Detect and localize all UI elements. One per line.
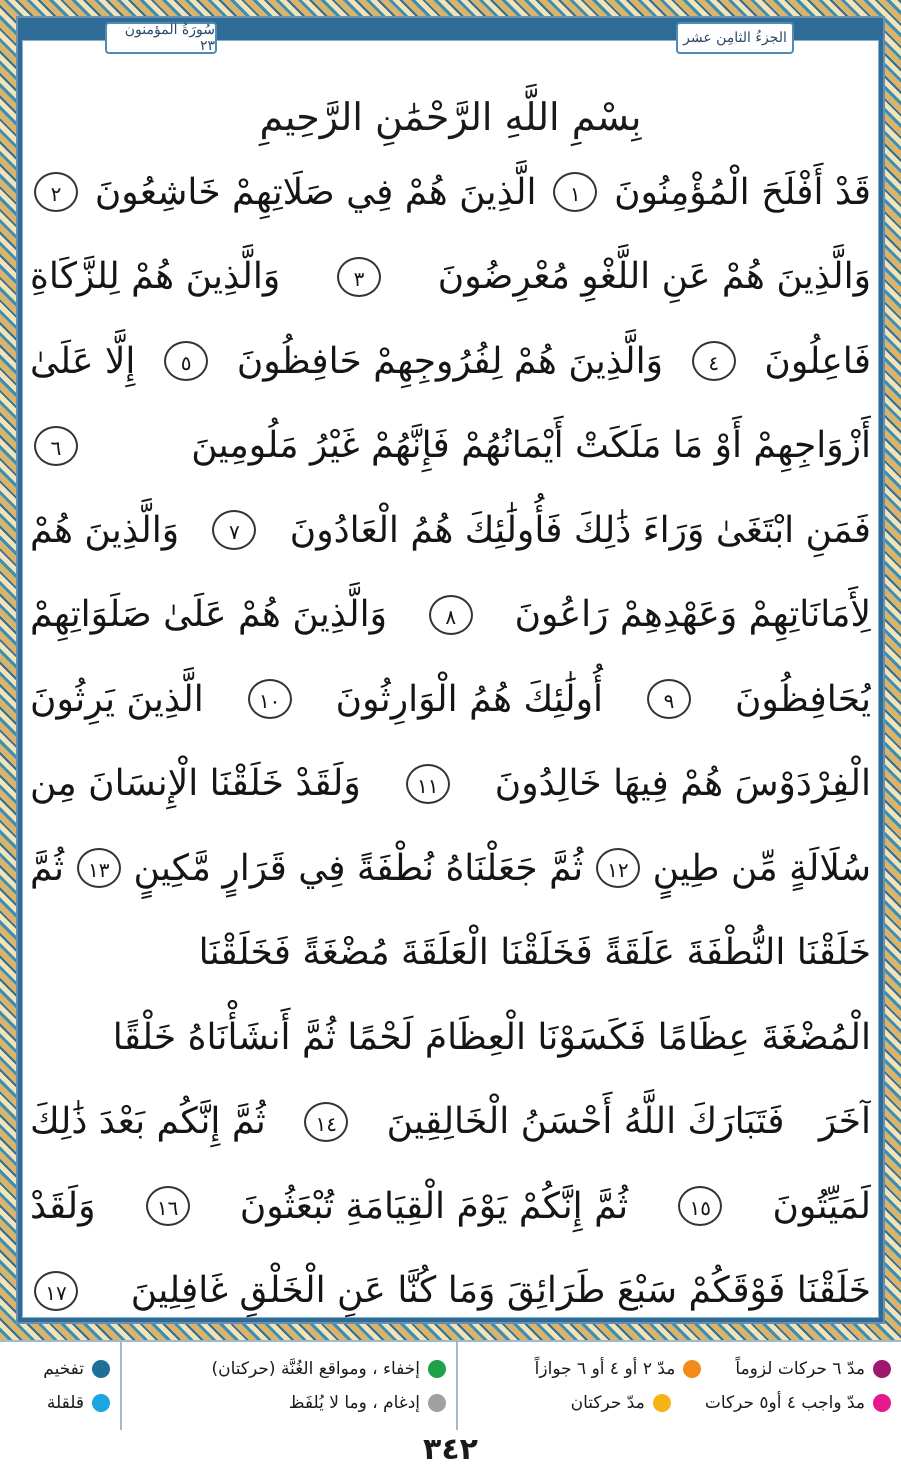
legend-dot-madd-6 <box>873 1360 891 1378</box>
surah-label: سُورَةُ المؤمنون ٢٣ <box>105 22 217 54</box>
basmala: بِسْمِ اللَّهِ الرَّحْمَٰنِ الرَّحِيمِ <box>259 95 642 139</box>
legend-dot-idgham <box>428 1394 446 1412</box>
juz-label: الجزءُ الثامِن عشر <box>676 22 794 54</box>
verse-text: فَمَنِ ابْتَغَىٰ وَرَاءَ ذَٰلِكَ فَأُولَٰئِكَ هُمُ الْعَادُونَ <box>289 509 871 551</box>
ayah-number-marker: ٧ <box>212 510 256 550</box>
ayah-number-marker: ٨ <box>429 595 473 635</box>
verse-text: خَلَقْنَا فَوْقَكُمْ سَبْعَ طَرَائِقَ وَمَا كُنَّا عَنِ الْخَلْقِ غَافِلِينَ <box>130 1270 871 1312</box>
legend-dot-madd-wajib <box>873 1394 891 1412</box>
legend-madd-column <box>456 1342 901 1430</box>
verse-line <box>30 573 871 658</box>
legend-row <box>10 1359 110 1379</box>
verse-text: لِأَمَانَاتِهِمْ وَعَهْدِهِمْ رَاعُونَ <box>514 594 871 636</box>
ayah-number-marker: ١٢ <box>596 848 640 888</box>
verse-text: يُحَافِظُونَ <box>734 678 871 720</box>
verses-block <box>30 150 871 1333</box>
ayah-number-marker: ١٣ <box>77 848 121 888</box>
legend-text: قلقلة <box>46 1393 84 1413</box>
verse-line <box>30 995 871 1080</box>
ayah-number-marker: ٢ <box>34 172 78 212</box>
legend-row <box>10 1393 110 1413</box>
ayah-number-marker: ٥ <box>164 341 208 381</box>
verse-text: ثُمَّ <box>30 847 65 889</box>
verse-text: آخَرَ <box>818 1101 871 1143</box>
legend-text: مدّ ٢ أو ٤ أو ٦ جوازاً <box>534 1359 676 1379</box>
verse-text: وَالَّذِينَ هُمْ لِلزَّكَاةِ <box>30 256 281 298</box>
verse-line <box>30 235 871 320</box>
verse-text: وَالَّذِينَ هُمْ عَنِ اللَّغْوِ مُعْرِضُونَ <box>437 256 871 298</box>
verse-text: وَالَّذِينَ هُمْ <box>30 509 180 551</box>
verse-text: وَالَّذِينَ هُمْ لِفُرُوجِهِمْ حَافِظُونَ <box>236 340 663 382</box>
verse-text: الَّذِينَ يَرِثُونَ <box>30 678 204 720</box>
verse-text: ثُمَّ إِنَّكُم بَعْدَ ذَٰلِكَ <box>30 1101 266 1143</box>
legend-row <box>468 1359 891 1379</box>
verse-line <box>30 1080 871 1165</box>
legend-text: إدغام ، وما لا يُلفَظ <box>288 1393 420 1413</box>
ayah-number-marker: ١٧ <box>34 1271 78 1311</box>
verse-line <box>30 150 871 235</box>
verse-text: أُولَٰئِكَ هُمُ الْوَارِثُونَ <box>335 678 604 720</box>
verse-text: وَلَقَدْ <box>30 1185 96 1227</box>
verse-line <box>30 1249 871 1334</box>
legend-dot-tafkhim <box>92 1360 110 1378</box>
verse-text: إِلَّا عَلَىٰ <box>30 340 136 382</box>
ayah-number-marker: ٩ <box>647 679 691 719</box>
verse-line <box>30 488 871 573</box>
legend-dot-madd-2 <box>653 1394 671 1412</box>
verse-text: فَاعِلُونَ <box>764 340 871 382</box>
verse-line <box>30 319 871 404</box>
legend-text: مدّ حركتان <box>570 1393 645 1413</box>
ayah-number-marker: ١٦ <box>146 1186 190 1226</box>
ayah-number-marker: ٤ <box>692 341 736 381</box>
verse-text: الْمُضْغَةَ عِظَامًا فَكَسَوْنَا الْعِظَامَ لَحْمًا ثُمَّ أَنشَأْنَاهُ خَلْقًا <box>112 1016 871 1058</box>
verse-text: أَزْوَاجِهِمْ أَوْ مَا مَلَكَتْ أَيْمَانُهُمْ فَإِنَّهُمْ غَيْرُ مَلُومِينَ <box>191 425 871 467</box>
legend-text: مدّ ٦ حركات لزوماً <box>735 1359 865 1379</box>
verse-line <box>30 404 871 489</box>
verse-text: لَمَيِّتُونَ <box>772 1185 871 1227</box>
legend-row <box>468 1393 891 1413</box>
ayah-number-marker: ١٤ <box>304 1102 348 1142</box>
ayah-number-marker: ١٠ <box>248 679 292 719</box>
legend-text: تفخيم <box>43 1359 84 1379</box>
legend-tafkhim-column <box>0 1342 120 1430</box>
verse-line <box>30 657 871 742</box>
verse-text: فَتَبَارَكَ اللَّهُ أَحْسَنُ الْخَالِقِينَ <box>386 1101 785 1143</box>
verse-line <box>30 911 871 996</box>
ayah-number-marker: ١١ <box>406 764 450 804</box>
legend-text: إخفاء ، ومواقع الغُنَّة (حركتان) <box>211 1359 420 1379</box>
verse-text: ثُمَّ جَعَلْنَاهُ نُطْفَةً فِي قَرَارٍ مَّكِينٍ <box>133 847 584 889</box>
ayah-number-marker: ١ <box>553 172 597 212</box>
page-number: ٣٤٢ <box>423 1432 478 1467</box>
verse-text: ثُمَّ إِنَّكُمْ يَوْمَ الْقِيَامَةِ تُبْعَثُونَ <box>239 1185 629 1227</box>
verse-text: الْفِرْدَوْسَ هُمْ فِيهَا خَالِدُونَ <box>494 763 871 805</box>
legend-row <box>132 1393 446 1413</box>
verse-line <box>30 742 871 827</box>
ayah-number-marker: ٣ <box>337 257 381 297</box>
legend-dot-ikhfa <box>428 1360 446 1378</box>
legend-text: مدّ واجب ٤ أو٥ حركات <box>704 1393 865 1413</box>
verse-text: وَالَّذِينَ هُمْ عَلَىٰ صَلَوَاتِهِمْ <box>30 594 388 636</box>
verse-text: سُلَالَةٍ مِّن طِينٍ <box>652 847 871 889</box>
tajweed-legend <box>0 1340 901 1430</box>
verse-text: خَلَقْنَا النُّطْفَةَ عَلَقَةً فَخَلَقْنَا الْعَلَقَةَ مُضْغَةً فَخَلَقْنَا <box>198 932 871 974</box>
ayah-number-marker: ٦ <box>34 426 78 466</box>
legend-row <box>132 1359 446 1379</box>
verse-line <box>30 826 871 911</box>
verse-text: الَّذِينَ هُمْ فِي صَلَاتِهِمْ خَاشِعُونَ <box>94 171 537 213</box>
ayah-number-marker: ١٥ <box>678 1186 722 1226</box>
verse-text: وَلَقَدْ خَلَقْنَا الْإِنسَانَ مِن <box>30 763 361 805</box>
legend-ghunna-column <box>120 1342 456 1430</box>
legend-dot-madd-246 <box>683 1360 701 1378</box>
legend-dot-qalqala <box>92 1394 110 1412</box>
verse-line <box>30 1164 871 1249</box>
verse-text: قَدْ أَفْلَحَ الْمُؤْمِنُونَ <box>614 171 871 213</box>
